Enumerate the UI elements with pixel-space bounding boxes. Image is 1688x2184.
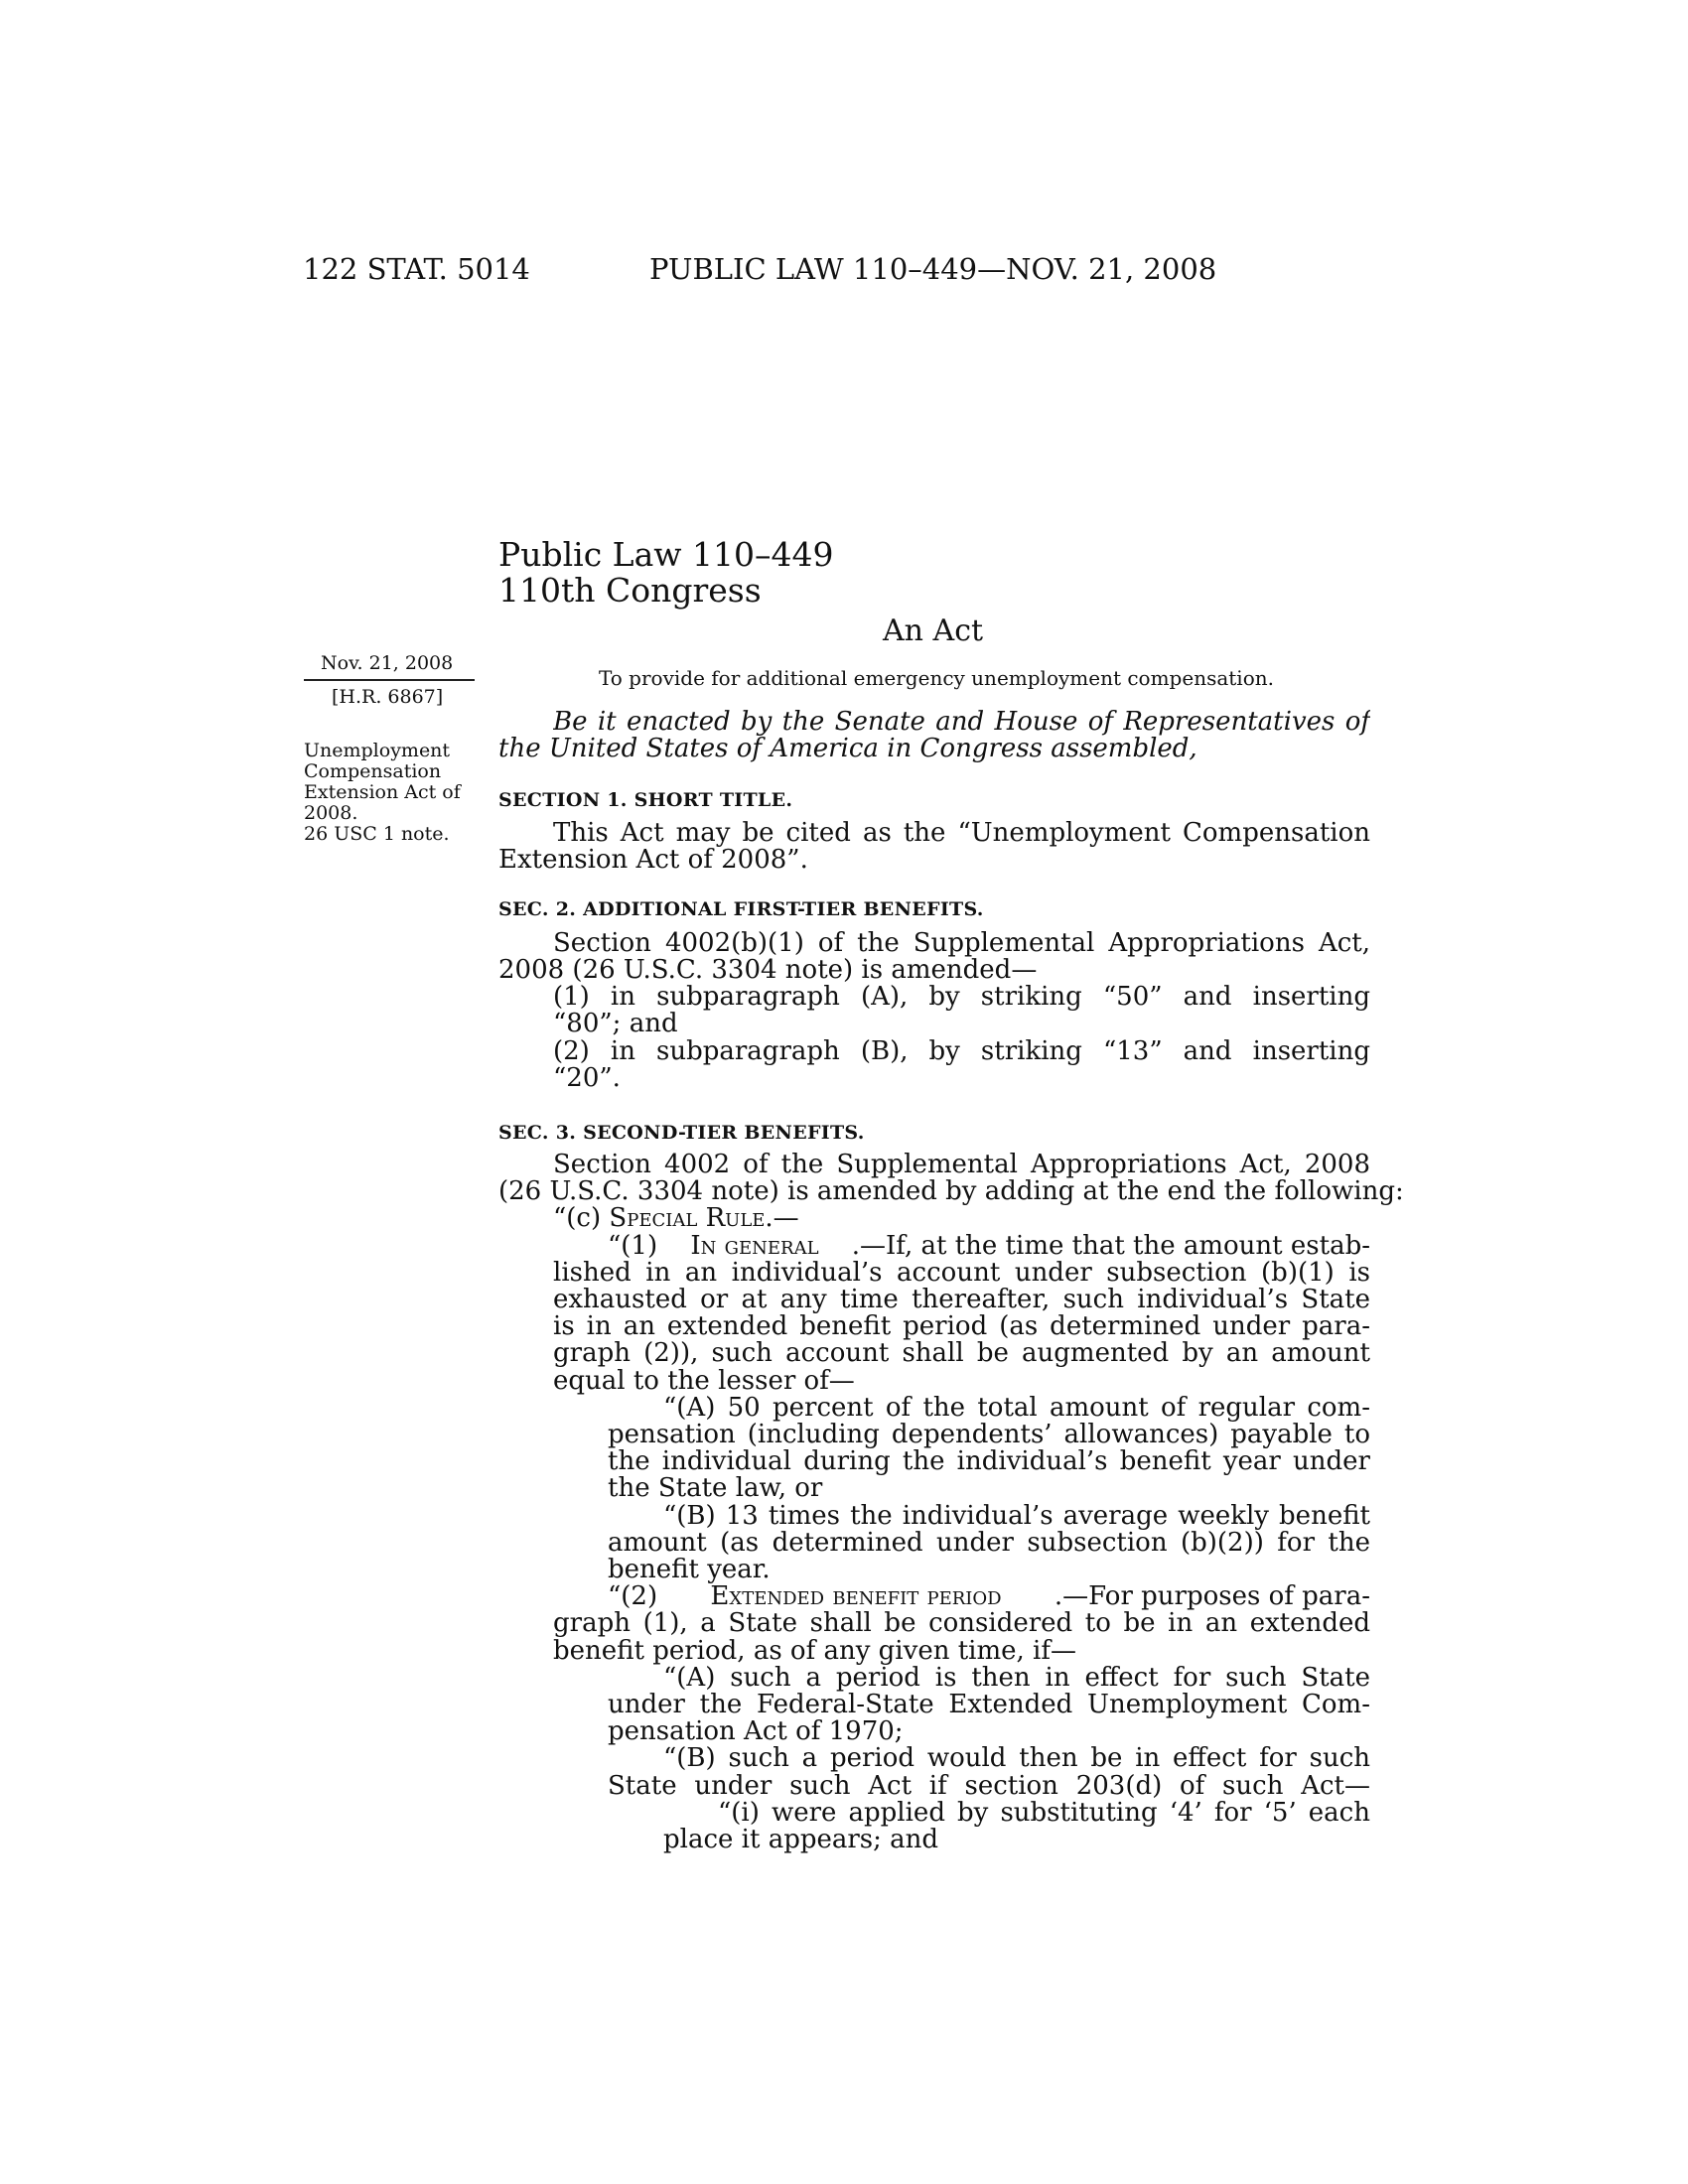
- act-label: An Act: [883, 614, 984, 648]
- paragraph-1-line: graph (2)), such account shall be augmented by an amount: [553, 1338, 1370, 1368]
- subparagraph-2A-line: pensation Act of 1970;: [608, 1716, 904, 1746]
- subparagraph-2B-line: “(B) such a period would then be in effect for such: [663, 1743, 1370, 1773]
- section-1-line: Extension Act of 2008”.: [498, 845, 808, 875]
- subparagraph-2B-line: State under such Act if section 203(d) of such Act—: [608, 1771, 1370, 1801]
- margin-note-line: 2008.: [304, 802, 358, 824]
- subsection-c-suffix: .—: [765, 1203, 799, 1233]
- subparagraph-2A-line: under the Federal-State Extended Unemployment Com-: [608, 1690, 1370, 1719]
- section-1-heading: SECTION 1. SHORT TITLE.: [498, 789, 793, 811]
- act-purpose: To provide for additional emergency unemployment compensation.: [599, 666, 1274, 690]
- paragraph-1-prefix: “(1): [608, 1231, 658, 1261]
- paragraph-1-line: is in an extended benefit period (as determined under para-: [553, 1311, 1370, 1341]
- section-2-heading: SEC. 2. ADDITIONAL FIRST-TIER BENEFITS.: [498, 898, 984, 920]
- paragraph-1-line: equal to the lesser of—: [553, 1366, 855, 1396]
- enacting-clause-line: Be it enacted by the Senate and House of Representatives of: [553, 707, 1370, 737]
- paragraph-1-lead: .—If, at the time that the amount estab-: [851, 1231, 1370, 1261]
- subparagraph-2A-line: “(A) such a period is then in effect for such State: [663, 1663, 1370, 1693]
- section-3-heading: SEC. 3. SECOND-TIER BENEFITS.: [498, 1122, 865, 1144]
- subparagraph-B-line: “(B) 13 times the individual’s average weekly benefit: [663, 1501, 1370, 1531]
- subparagraph-A-line: pensation (including dependents’ allowances) payable to: [608, 1420, 1370, 1449]
- paragraph-2-prefix: “(2): [608, 1581, 658, 1611]
- margin-note: [304, 741, 461, 845]
- subparagraph-B-line: amount (as determined under subsection (b)(2)) for the: [608, 1528, 1370, 1558]
- paragraph-2-line: graph (1), a State shall be considered to be in an extended: [553, 1608, 1370, 1638]
- section-1-line: This Act may be cited as the “Unemployment Compensation: [553, 818, 1370, 848]
- subparagraph-A-line: the State law, or: [608, 1473, 823, 1503]
- paragraph-1-first-line: [608, 1231, 1370, 1261]
- clause-i-line: place it appears; and: [663, 1825, 939, 1854]
- running-title: PUBLIC LAW 110–449—NOV. 21, 2008: [649, 252, 1217, 286]
- section-3-line: Section 4002 of the Supplemental Appropriations Act, 2008: [553, 1150, 1370, 1179]
- subparagraph-B-line: benefit year.: [608, 1555, 771, 1584]
- paragraph-1-line: exhausted or at any time thereafter, such individual’s State: [553, 1285, 1370, 1314]
- public-law-number: Public Law 110–449: [498, 535, 834, 574]
- section-2-line: 2008 (26 U.S.C. 3304 note) is amended—: [498, 955, 1038, 985]
- section-2-line: (2) in subparagraph (B), by striking “13” and inserting: [553, 1036, 1370, 1066]
- section-2-line: “80”; and: [553, 1009, 678, 1038]
- subsection-c-heading: [553, 1203, 799, 1233]
- paragraph-1-caption: In general: [690, 1231, 819, 1261]
- section-2-line: (1) in subparagraph (A), by striking “50” and inserting: [553, 982, 1370, 1012]
- margin-note-line: Extension Act of: [304, 781, 461, 803]
- enacting-clause-line: the United States of America in Congress assembled,: [498, 734, 1197, 763]
- section-3-line: (26 U.S.C. 3304 note) is amended by adding at the end the following:: [498, 1176, 1404, 1206]
- paragraph-1-line: lished in an individual’s account under subsection (b)(1) is: [553, 1258, 1370, 1288]
- subparagraph-A-line: “(A) 50 percent of the total amount of regular com-: [663, 1393, 1370, 1423]
- congress-number: 110th Congress: [498, 571, 762, 610]
- subsection-c-prefix: “(c): [553, 1203, 610, 1233]
- paragraph-2-caption: Extended benefit period: [710, 1581, 1002, 1611]
- margin-rule: [304, 679, 475, 681]
- subparagraph-A-line: the individual during the individual’s benefit year under: [608, 1446, 1370, 1476]
- margin-date: Nov. 21, 2008: [321, 652, 454, 674]
- subsection-c-caption: Special Rule: [609, 1203, 766, 1233]
- margin-note-line: Unemployment: [304, 740, 451, 761]
- section-2-line: Section 4002(b)(1) of the Supplemental Appropriations Act,: [553, 928, 1370, 958]
- paragraph-2-line: benefit period, as of any given time, if—: [553, 1636, 1076, 1666]
- paragraph-2-lead: .—For purposes of para-: [1054, 1581, 1370, 1611]
- section-2-line: “20”.: [553, 1063, 621, 1093]
- margin-note-line: Compensation: [304, 760, 442, 782]
- clause-i-line: “(i) were applied by substituting ‘4’ for ‘5’ each: [718, 1798, 1370, 1828]
- page-reference: 122 STAT. 5014: [303, 252, 530, 286]
- margin-note-line: 26 USC 1 note.: [304, 823, 450, 845]
- margin-bill-number: [H.R. 6867]: [332, 686, 444, 708]
- paragraph-2-first-line: [608, 1581, 1370, 1611]
